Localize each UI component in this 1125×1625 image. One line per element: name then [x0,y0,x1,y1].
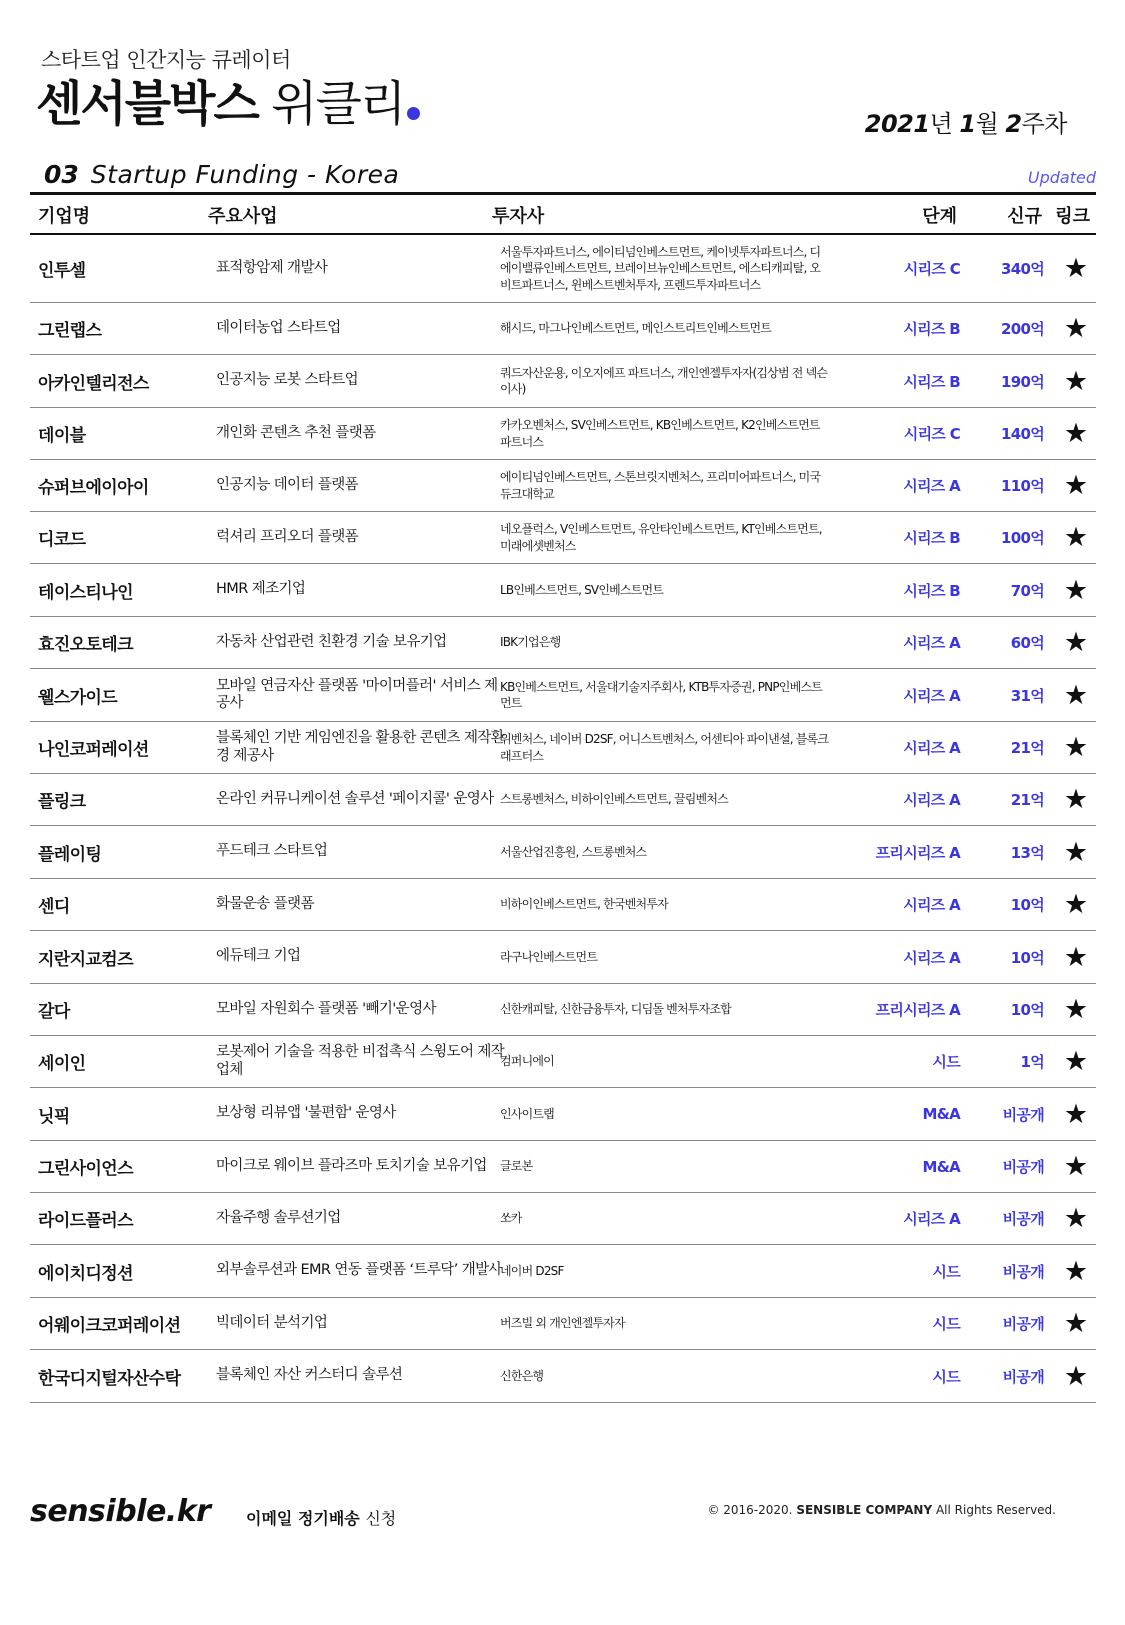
company-name: 웰스가이드 [38,687,118,708]
issue-date [865,104,1067,139]
brand-title-light: 위클리 [271,76,405,132]
table-row [30,1350,1096,1403]
table-row [30,1141,1096,1193]
business-description: 화물운송 플랫폼 [216,895,314,912]
business-description: 럭셔리 프리오더 플랫폼 [216,528,359,545]
company-name: 센디 [38,897,70,917]
company-name: 데이블 [38,426,86,446]
company-name: 아카인텔리전스 [38,373,149,394]
table-row [30,984,1096,1036]
table-row [30,564,1096,617]
brand-title-bold: 센서블박스 [36,76,258,132]
funding-amount: 비공개 [1002,1158,1044,1176]
funding-amount: 140억 [1000,425,1044,443]
funding-amount: 13억 [1010,843,1044,862]
funding-stage: 시리즈 C [903,260,960,278]
star-link-icon[interactable]: ★ [1063,253,1089,284]
business-description: 데이터농업 스타트업 [216,319,341,336]
investor-list: 글로본 [500,1159,533,1174]
business-description: 자율주행 솔루션기업 [216,1209,341,1226]
footer-logo[interactable]: sensible.kr [30,1494,211,1529]
funding-stage: 시리즈 A [903,896,960,914]
investor-list: KB인베스트먼트, 서울대기술지주회사, KTB투자증권, PNP인베스트먼트 [500,679,822,710]
brand-dot-icon [407,107,420,120]
star-link-icon[interactable]: ★ [1063,889,1089,920]
investor-list: 라구나인베스트먼트 [500,949,598,964]
business-description: 인공지능 데이터 플랫폼 [216,476,359,493]
copyright-suffix: All Rights Reserved. [935,1503,1056,1517]
funding-stage: 시리즈 A [903,739,960,757]
business-description: 개인화 콘텐츠 추천 플랫폼 [216,424,376,441]
investor-list: 네오플럭스, V인베스트먼트, 유안타인베스트먼트, KT인베스트먼트, 미래에셋벤처스 [500,522,822,553]
star-link-icon[interactable]: ★ [1063,365,1089,397]
funding-amount: 비공개 [1002,1262,1044,1281]
table-row [30,669,1096,722]
company-name: 슈퍼브에이아이 [38,478,149,498]
company-name: 효진오토테크 [38,635,133,655]
investor-list: 쏘카 [500,1211,522,1226]
business-description: 표적항암제 개발사 [216,259,328,276]
investor-list: 위벤처스, 네이버 D2SF, 어니스트벤처스, 어센티아 파이낸셜, 블록크래프터스 [500,732,829,763]
funding-stage: M&A [922,1157,960,1176]
updated-label: Updated [1027,168,1096,187]
star-link-icon[interactable]: ★ [1063,1360,1089,1392]
funding-stage: 프리시리즈 A [875,843,960,862]
star-link-icon[interactable]: ★ [1063,418,1089,449]
date-month-unit: 월 [975,110,999,138]
star-link-icon[interactable]: ★ [1063,941,1089,973]
business-description: 빅데이터 분석기업 [216,1314,328,1331]
header-subtitle: 스타트업 인간지능 큐레이터 [41,48,291,72]
column-business: 주요사업 [208,206,278,227]
company-name: 라이드플러스 [38,1211,133,1231]
investor-list: 버즈빌 외 개인엔젤투자자 [500,1316,625,1331]
business-description: 보상형 리뷰앱 '불편함' 운영사 [216,1105,396,1122]
investor-list: 에이티넘인베스트먼트, 스톤브릿지벤처스, 프리미어파트너스, 미국 듀크대학교 [500,470,821,501]
star-link-icon[interactable]: ★ [1063,784,1089,815]
business-description: 외부솔루션과 EMR 연동 플랫폼 ‘트루닥’ 개발사 [216,1262,502,1279]
business-description: 블록체인 기반 게임엔진을 활용한 콘텐츠 제작환경 제공사 [216,730,505,764]
business-description: 모바일 자원회수 플랫폼 '빼기'운영사 [216,1000,436,1017]
business-description: 푸드테크 스타트업 [216,843,328,860]
investor-list: 네이버 D2SF [500,1263,564,1278]
funding-amount: 비공개 [1002,1105,1044,1124]
star-link-icon[interactable]: ★ [1063,1098,1089,1130]
company-name: 테이스티나인 [38,582,133,603]
funding-stage: 시리즈 A [903,1210,960,1228]
table-row [30,512,1096,564]
funding-amount: 110억 [1000,477,1044,495]
investor-list: 컴퍼니에이 [500,1054,554,1069]
funding-table-body [30,235,1096,1403]
business-description: 로봇제어 기술을 적용한 비접촉식 스윙도어 제작업체 [216,1044,505,1078]
investor-list: 스트롱벤처스, 비하이인베스트먼트, 끌림벤처스 [500,792,728,807]
investor-list: 서울산업진흥원, 스트롱벤처스 [500,844,647,859]
company-name: 어웨이크코퍼레이션 [38,1316,181,1336]
investor-list: LB인베스트먼트, SV인베스트먼트 [500,582,664,597]
table-row [30,722,1096,774]
date-month: 1 [959,110,976,138]
star-link-icon[interactable]: ★ [1063,1255,1089,1287]
section-heading [44,160,399,189]
investor-list: IBK기업은행 [500,635,561,650]
funding-stage: 시리즈 A [903,791,960,809]
table-row [30,1193,1096,1245]
funding-stage: 시리즈 B [903,529,960,547]
funding-amount: 100억 [1000,529,1044,547]
company-name: 플레이팅 [38,844,102,865]
funding-amount: 340억 [1000,260,1044,278]
funding-amount: 비공개 [1002,1315,1044,1333]
business-description: 블록체인 자산 커스터디 솔루션 [216,1367,403,1384]
newsletter-signup-link[interactable] [246,1506,396,1529]
company-name: 에이치디정션 [38,1263,133,1284]
funding-amount: 31억 [1010,686,1044,705]
date-week: 2 [1005,110,1022,138]
funding-stage: M&A [922,1105,960,1123]
company-name: 플링크 [38,792,86,812]
star-link-icon[interactable]: ★ [1063,627,1089,658]
funding-stage: 시리즈 A [903,948,960,967]
company-name: 그린사이언스 [38,1159,133,1179]
investor-list: 카카오벤처스, SV인베스트먼트, KB인베스트먼트, K2인베스트먼트파트너스 [500,418,820,449]
column-link: 링크 [1055,206,1090,227]
date-week-unit: 주차 [1021,110,1067,138]
star-link-icon[interactable]: ★ [1063,994,1089,1025]
star-link-icon[interactable]: ★ [1063,1203,1089,1234]
star-link-icon[interactable]: ★ [1063,1046,1089,1077]
table-row [30,1036,1096,1088]
newsletter-action: 신청 [365,1509,397,1528]
funding-amount: 200억 [1000,320,1044,338]
business-description: 에듀테크 기업 [216,948,301,965]
star-link-icon[interactable]: ★ [1063,1308,1089,1339]
investor-list: 쿼드자산운용, 이오지에프 파트너스, 개인엔젤투자자(김상범 전 넥슨 이사) [500,365,828,396]
table-row [30,460,1096,512]
investor-list: 신한캐피탈, 신한금융투자, 디딤돌 벤처투자조합 [500,1002,731,1017]
company-name: 닛픽 [38,1106,70,1127]
table-row [30,617,1096,669]
investor-list: 비하이인베스트먼트, 한국벤처투자 [500,897,668,912]
table-row [30,826,1096,879]
table-row [30,1298,1096,1350]
funding-stage: 시리즈 A [903,477,960,495]
company-name: 세이인 [38,1054,86,1074]
table-row [30,931,1096,984]
business-description: 인공지능 로봇 스타트업 [216,372,359,389]
column-stage: 단계 [922,206,957,227]
funding-amount: 190억 [1000,372,1044,391]
funding-stage: 시드 [932,1315,960,1333]
copyright [707,1503,1056,1517]
star-link-icon[interactable]: ★ [1063,522,1089,553]
table-row [30,774,1096,826]
funding-stage: 시리즈 B [903,581,960,600]
funding-amount: 10억 [1010,896,1044,914]
funding-stage: 시드 [932,1367,960,1386]
copyright-company: SENSIBLE COMPANY [796,1503,933,1517]
table-row [30,303,1096,355]
funding-stage: 시리즈 C [903,425,960,443]
business-description: HMR 제조기업 [216,581,306,598]
funding-stage: 프리시리즈 A [875,1001,960,1019]
section-number: 03 [44,160,79,189]
company-name: 한국디지털자산수탁 [38,1368,181,1389]
table-top-rule [30,192,1096,195]
star-link-icon[interactable]: ★ [1063,470,1089,501]
funding-stage: 시드 [932,1262,960,1281]
star-link-icon[interactable]: ★ [1063,313,1089,344]
brand-title [36,76,420,132]
investor-list: 해시드, 마그나인베스트먼트, 메인스트리트인베스트먼트 [500,321,772,336]
funding-stage: 시드 [932,1053,960,1071]
company-name: 디코드 [38,530,86,550]
funding-amount: 60억 [1010,634,1044,652]
table-row [30,408,1096,460]
column-investors: 투자사 [492,206,545,227]
copyright-prefix: © 2016-2020. [707,1503,793,1517]
star-link-icon[interactable]: ★ [1063,679,1089,711]
investor-list: 신한은행 [500,1368,544,1383]
table-row [30,355,1096,408]
table-row [30,235,1096,303]
company-name: 나인코퍼레이션 [38,740,149,760]
funding-amount: 21억 [1010,791,1044,809]
funding-amount: 비공개 [1002,1367,1044,1386]
business-description: 자동차 산업관련 친환경 기술 보유기업 [216,633,447,650]
column-company: 기업명 [38,206,91,227]
star-link-icon[interactable]: ★ [1063,732,1089,763]
table-row [30,1245,1096,1298]
funding-stage: 시리즈 B [903,320,960,338]
investor-list: 서울투자파트너스, 에이티넘인베스트먼트, 케이넷투자파트너스, 디에이밸류인베스트먼트, 브레이브뉴인베스트먼트, 에스티캐피탈, 오비트파트너스, 윈베스트벤처투자, 프렌드투자파트너스 [500,245,821,292]
table-row [30,1088,1096,1141]
table-header [30,196,1096,234]
company-name: 그린랩스 [38,321,102,341]
star-link-icon[interactable]: ★ [1063,836,1089,868]
investor-list: 인사이트랩 [500,1106,554,1121]
funding-amount: 비공개 [1002,1210,1044,1228]
date-year: 2021 [864,110,930,138]
star-link-icon[interactable]: ★ [1063,1151,1089,1182]
business-description: 모바일 연금자산 플랫폼 '마이머플러' 서비스 제공사 [216,677,498,711]
business-description: 마이크로 웨이브 플라즈마 토치기술 보유기업 [216,1157,487,1174]
company-name: 지란지교컴즈 [38,949,133,970]
funding-stage: 시리즈 A [903,686,960,705]
funding-amount: 21억 [1010,739,1044,757]
newsletter-label: 이메일 정기배송 [246,1509,360,1528]
date-year-unit: 년 [929,110,953,138]
funding-amount: 1억 [1020,1053,1044,1071]
funding-amount: 10억 [1010,1001,1044,1019]
funding-stage: 시리즈 B [903,372,960,391]
table-row [30,879,1096,931]
company-name: 갈다 [38,1002,70,1022]
funding-stage: 시리즈 A [903,634,960,652]
company-name: 인투셀 [38,261,86,281]
funding-amount: 70억 [1010,581,1044,600]
funding-amount: 10억 [1010,948,1044,967]
column-amount: 신규 [1007,206,1042,227]
section-title: Startup Funding - Korea [90,160,400,189]
star-link-icon[interactable]: ★ [1063,574,1089,606]
business-description: 온라인 커뮤니케이션 솔루션 '페이지콜' 운영사 [216,790,494,807]
